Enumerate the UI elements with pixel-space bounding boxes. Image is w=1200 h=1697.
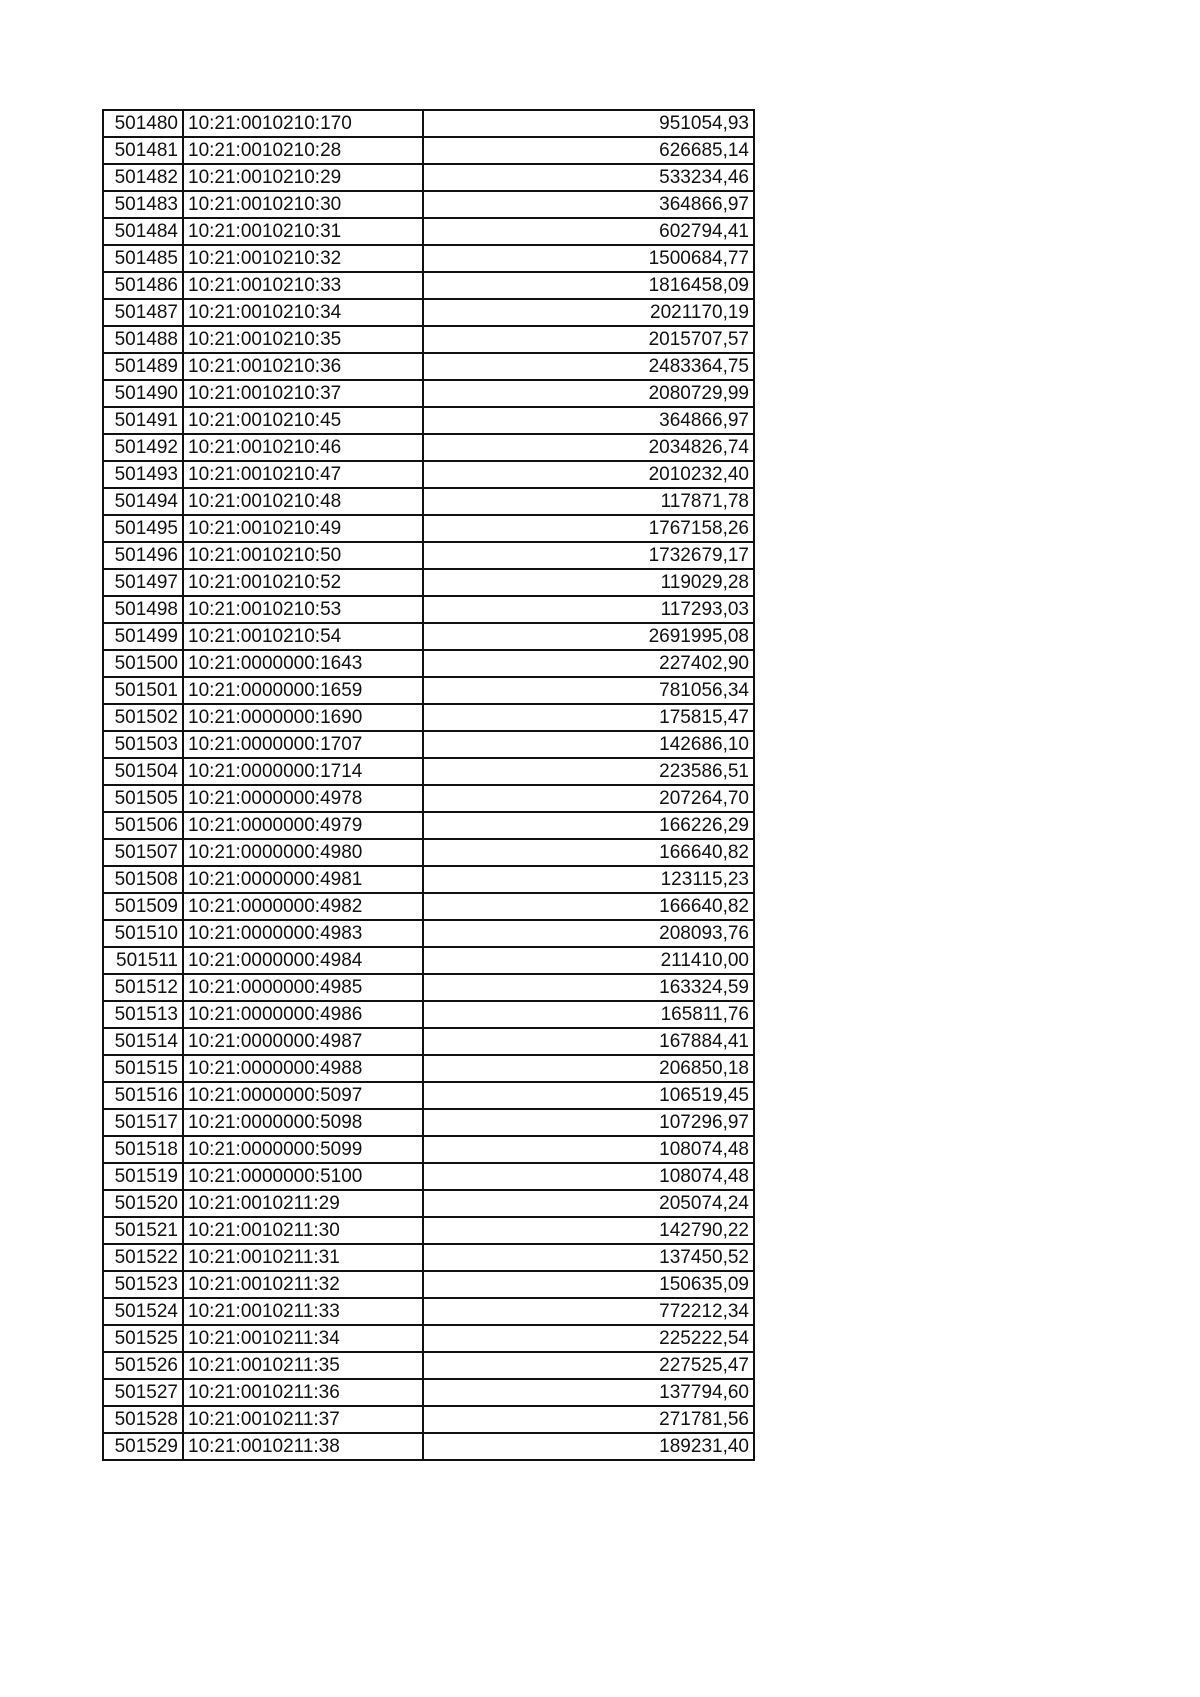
table-row <box>103 1271 754 1298</box>
value-cell: 364866,97 <box>423 191 754 218</box>
row-id-cell: 501491 <box>103 407 183 434</box>
row-id-cell: 501490 <box>103 380 183 407</box>
table-row <box>103 1325 754 1352</box>
value-cell: 2691995,08 <box>423 623 754 650</box>
row-id-cell: 501523 <box>103 1271 183 1298</box>
table-row <box>103 704 754 731</box>
table-row <box>103 893 754 920</box>
cadastral-number-cell: 10:21:0010210:46 <box>183 434 423 461</box>
table-body <box>103 110 754 1460</box>
row-id-cell: 501488 <box>103 326 183 353</box>
cadastral-number-cell: 10:21:0010211:32 <box>183 1271 423 1298</box>
row-id-cell: 501527 <box>103 1379 183 1406</box>
row-id-cell: 501486 <box>103 272 183 299</box>
row-id-cell: 501509 <box>103 893 183 920</box>
cadastral-number-cell: 10:21:0010211:29 <box>183 1190 423 1217</box>
table-row <box>103 1082 754 1109</box>
cadastral-number-cell: 10:21:0010211:38 <box>183 1433 423 1460</box>
value-cell: 533234,46 <box>423 164 754 191</box>
row-id-cell: 501520 <box>103 1190 183 1217</box>
row-id-cell: 501529 <box>103 1433 183 1460</box>
table-row <box>103 326 754 353</box>
row-id-cell: 501522 <box>103 1244 183 1271</box>
table-row <box>103 461 754 488</box>
table-row <box>103 1001 754 1028</box>
table-row <box>103 1163 754 1190</box>
cadastral-number-cell: 10:21:0000000:1714 <box>183 758 423 785</box>
table-row <box>103 137 754 164</box>
value-cell: 2483364,75 <box>423 353 754 380</box>
table-row <box>103 1433 754 1460</box>
row-id-cell: 501496 <box>103 542 183 569</box>
value-cell: 223586,51 <box>423 758 754 785</box>
cadastral-number-cell: 10:21:0010210:52 <box>183 569 423 596</box>
cadastral-number-cell: 10:21:0010211:31 <box>183 1244 423 1271</box>
table-row <box>103 110 754 137</box>
value-cell: 1732679,17 <box>423 542 754 569</box>
value-cell: 781056,34 <box>423 677 754 704</box>
cadastral-number-cell: 10:21:0010210:29 <box>183 164 423 191</box>
value-cell: 137794,60 <box>423 1379 754 1406</box>
value-cell: 602794,41 <box>423 218 754 245</box>
value-cell: 123115,23 <box>423 866 754 893</box>
value-cell: 163324,59 <box>423 974 754 1001</box>
cadastral-number-cell: 10:21:0000000:4987 <box>183 1028 423 1055</box>
row-id-cell: 501494 <box>103 488 183 515</box>
cadastral-number-cell: 10:21:0010211:37 <box>183 1406 423 1433</box>
value-cell: 142686,10 <box>423 731 754 758</box>
row-id-cell: 501519 <box>103 1163 183 1190</box>
value-cell: 165811,76 <box>423 1001 754 1028</box>
table-row <box>103 947 754 974</box>
cadastral-number-cell: 10:21:0010210:28 <box>183 137 423 164</box>
value-cell: 117871,78 <box>423 488 754 515</box>
cadastral-number-cell: 10:21:0000000:5099 <box>183 1136 423 1163</box>
value-cell: 108074,48 <box>423 1136 754 1163</box>
table-row <box>103 488 754 515</box>
cadastral-number-cell: 10:21:0010210:53 <box>183 596 423 623</box>
row-id-cell: 501495 <box>103 515 183 542</box>
cadastral-number-cell: 10:21:0010211:34 <box>183 1325 423 1352</box>
row-id-cell: 501487 <box>103 299 183 326</box>
cadastral-number-cell: 10:21:0000000:4980 <box>183 839 423 866</box>
table-row <box>103 353 754 380</box>
value-cell: 772212,34 <box>423 1298 754 1325</box>
row-id-cell: 501518 <box>103 1136 183 1163</box>
cadastral-number-cell: 10:21:0000000:4983 <box>183 920 423 947</box>
row-id-cell: 501508 <box>103 866 183 893</box>
row-id-cell: 501497 <box>103 569 183 596</box>
value-cell: 227402,90 <box>423 650 754 677</box>
cadastral-number-cell: 10:21:0010210:50 <box>183 542 423 569</box>
value-cell: 626685,14 <box>423 137 754 164</box>
row-id-cell: 501481 <box>103 137 183 164</box>
cadastral-number-cell: 10:21:0000000:1643 <box>183 650 423 677</box>
table-row <box>103 1109 754 1136</box>
row-id-cell: 501526 <box>103 1352 183 1379</box>
cadastral-number-cell: 10:21:0010210:54 <box>183 623 423 650</box>
row-id-cell: 501504 <box>103 758 183 785</box>
cadastral-number-cell: 10:21:0010210:30 <box>183 191 423 218</box>
value-cell: 167884,41 <box>423 1028 754 1055</box>
row-id-cell: 501511 <box>103 947 183 974</box>
table-row <box>103 974 754 1001</box>
cadastral-number-cell: 10:21:0010211:36 <box>183 1379 423 1406</box>
cadastral-number-cell: 10:21:0000000:5097 <box>183 1082 423 1109</box>
table-row <box>103 1352 754 1379</box>
value-cell: 107296,97 <box>423 1109 754 1136</box>
value-cell: 119029,28 <box>423 569 754 596</box>
cadastral-number-cell: 10:21:0000000:4984 <box>183 947 423 974</box>
cadastral-number-cell: 10:21:0010210:49 <box>183 515 423 542</box>
cadastral-number-cell: 10:21:0000000:4986 <box>183 1001 423 1028</box>
value-cell: 208093,76 <box>423 920 754 947</box>
table-row <box>103 569 754 596</box>
cadastral-number-cell: 10:21:0000000:4981 <box>183 866 423 893</box>
cadastral-number-cell: 10:21:0010210:45 <box>183 407 423 434</box>
data-table <box>102 109 755 1461</box>
table-row <box>103 1298 754 1325</box>
row-id-cell: 501492 <box>103 434 183 461</box>
value-cell: 1767158,26 <box>423 515 754 542</box>
cadastral-number-cell: 10:21:0010210:36 <box>183 353 423 380</box>
row-id-cell: 501514 <box>103 1028 183 1055</box>
table-row <box>103 1190 754 1217</box>
row-id-cell: 501513 <box>103 1001 183 1028</box>
table-row <box>103 866 754 893</box>
cadastral-number-cell: 10:21:0000000:1690 <box>183 704 423 731</box>
value-cell: 211410,00 <box>423 947 754 974</box>
table-row <box>103 731 754 758</box>
row-id-cell: 501483 <box>103 191 183 218</box>
table-row <box>103 1217 754 1244</box>
value-cell: 2034826,74 <box>423 434 754 461</box>
value-cell: 206850,18 <box>423 1055 754 1082</box>
value-cell: 364866,97 <box>423 407 754 434</box>
row-id-cell: 501528 <box>103 1406 183 1433</box>
row-id-cell: 501498 <box>103 596 183 623</box>
row-id-cell: 501502 <box>103 704 183 731</box>
cadastral-number-cell: 10:21:0010210:48 <box>183 488 423 515</box>
cadastral-number-cell: 10:21:0010210:34 <box>183 299 423 326</box>
table-row <box>103 542 754 569</box>
table-row <box>103 839 754 866</box>
value-cell: 227525,47 <box>423 1352 754 1379</box>
table-row <box>103 1244 754 1271</box>
cadastral-number-cell: 10:21:0000000:4988 <box>183 1055 423 1082</box>
cadastral-number-cell: 10:21:0010210:170 <box>183 110 423 137</box>
table-row <box>103 650 754 677</box>
value-cell: 142790,22 <box>423 1217 754 1244</box>
value-cell: 166226,29 <box>423 812 754 839</box>
value-cell: 2080729,99 <box>423 380 754 407</box>
row-id-cell: 501500 <box>103 650 183 677</box>
value-cell: 271781,56 <box>423 1406 754 1433</box>
cadastral-number-cell: 10:21:0000000:5100 <box>183 1163 423 1190</box>
value-cell: 225222,54 <box>423 1325 754 1352</box>
cadastral-number-cell: 10:21:0010210:37 <box>183 380 423 407</box>
value-cell: 2021170,19 <box>423 299 754 326</box>
cadastral-number-cell: 10:21:0000000:4979 <box>183 812 423 839</box>
table-row <box>103 272 754 299</box>
row-id-cell: 501493 <box>103 461 183 488</box>
table-row <box>103 920 754 947</box>
table-row <box>103 623 754 650</box>
table-row <box>103 1055 754 1082</box>
table-row <box>103 1028 754 1055</box>
cadastral-number-cell: 10:21:0010210:47 <box>183 461 423 488</box>
row-id-cell: 501505 <box>103 785 183 812</box>
value-cell: 2015707,57 <box>423 326 754 353</box>
value-cell: 207264,70 <box>423 785 754 812</box>
cadastral-number-cell: 10:21:0010210:32 <box>183 245 423 272</box>
value-cell: 1816458,09 <box>423 272 754 299</box>
row-id-cell: 501480 <box>103 110 183 137</box>
cadastral-number-cell: 10:21:0000000:5098 <box>183 1109 423 1136</box>
row-id-cell: 501510 <box>103 920 183 947</box>
cadastral-number-cell: 10:21:0000000:1659 <box>183 677 423 704</box>
table-row <box>103 380 754 407</box>
row-id-cell: 501489 <box>103 353 183 380</box>
row-id-cell: 501485 <box>103 245 183 272</box>
value-cell: 189231,40 <box>423 1433 754 1460</box>
table-row <box>103 164 754 191</box>
value-cell: 175815,47 <box>423 704 754 731</box>
table-row <box>103 758 754 785</box>
table-row <box>103 1136 754 1163</box>
row-id-cell: 501524 <box>103 1298 183 1325</box>
row-id-cell: 501482 <box>103 164 183 191</box>
cadastral-number-cell: 10:21:0010211:33 <box>183 1298 423 1325</box>
value-cell: 117293,03 <box>423 596 754 623</box>
value-cell: 150635,09 <box>423 1271 754 1298</box>
table-row <box>103 218 754 245</box>
table-row <box>103 677 754 704</box>
cadastral-number-cell: 10:21:0000000:4985 <box>183 974 423 1001</box>
cadastral-number-cell: 10:21:0010211:35 <box>183 1352 423 1379</box>
row-id-cell: 501484 <box>103 218 183 245</box>
table-row <box>103 191 754 218</box>
table-row <box>103 596 754 623</box>
cadastral-number-cell: 10:21:0010210:35 <box>183 326 423 353</box>
table-row <box>103 245 754 272</box>
value-cell: 2010232,40 <box>423 461 754 488</box>
value-cell: 1500684,77 <box>423 245 754 272</box>
cadastral-number-cell: 10:21:0010210:31 <box>183 218 423 245</box>
table-row <box>103 299 754 326</box>
table-row <box>103 812 754 839</box>
value-cell: 166640,82 <box>423 839 754 866</box>
row-id-cell: 501517 <box>103 1109 183 1136</box>
cadastral-number-cell: 10:21:0010210:33 <box>183 272 423 299</box>
row-id-cell: 501516 <box>103 1082 183 1109</box>
value-cell: 166640,82 <box>423 893 754 920</box>
value-cell: 205074,24 <box>423 1190 754 1217</box>
cadastral-number-cell: 10:21:0000000:4982 <box>183 893 423 920</box>
value-cell: 106519,45 <box>423 1082 754 1109</box>
row-id-cell: 501515 <box>103 1055 183 1082</box>
row-id-cell: 501521 <box>103 1217 183 1244</box>
table-row <box>103 407 754 434</box>
row-id-cell: 501512 <box>103 974 183 1001</box>
row-id-cell: 501507 <box>103 839 183 866</box>
table-row <box>103 515 754 542</box>
cadastral-number-cell: 10:21:0010211:30 <box>183 1217 423 1244</box>
cadastral-number-cell: 10:21:0000000:4978 <box>183 785 423 812</box>
value-cell: 137450,52 <box>423 1244 754 1271</box>
value-cell: 108074,48 <box>423 1163 754 1190</box>
table-row <box>103 785 754 812</box>
row-id-cell: 501501 <box>103 677 183 704</box>
value-cell: 951054,93 <box>423 110 754 137</box>
row-id-cell: 501499 <box>103 623 183 650</box>
row-id-cell: 501506 <box>103 812 183 839</box>
table-row <box>103 434 754 461</box>
row-id-cell: 501503 <box>103 731 183 758</box>
row-id-cell: 501525 <box>103 1325 183 1352</box>
table-row <box>103 1406 754 1433</box>
table-row <box>103 1379 754 1406</box>
cadastral-number-cell: 10:21:0000000:1707 <box>183 731 423 758</box>
